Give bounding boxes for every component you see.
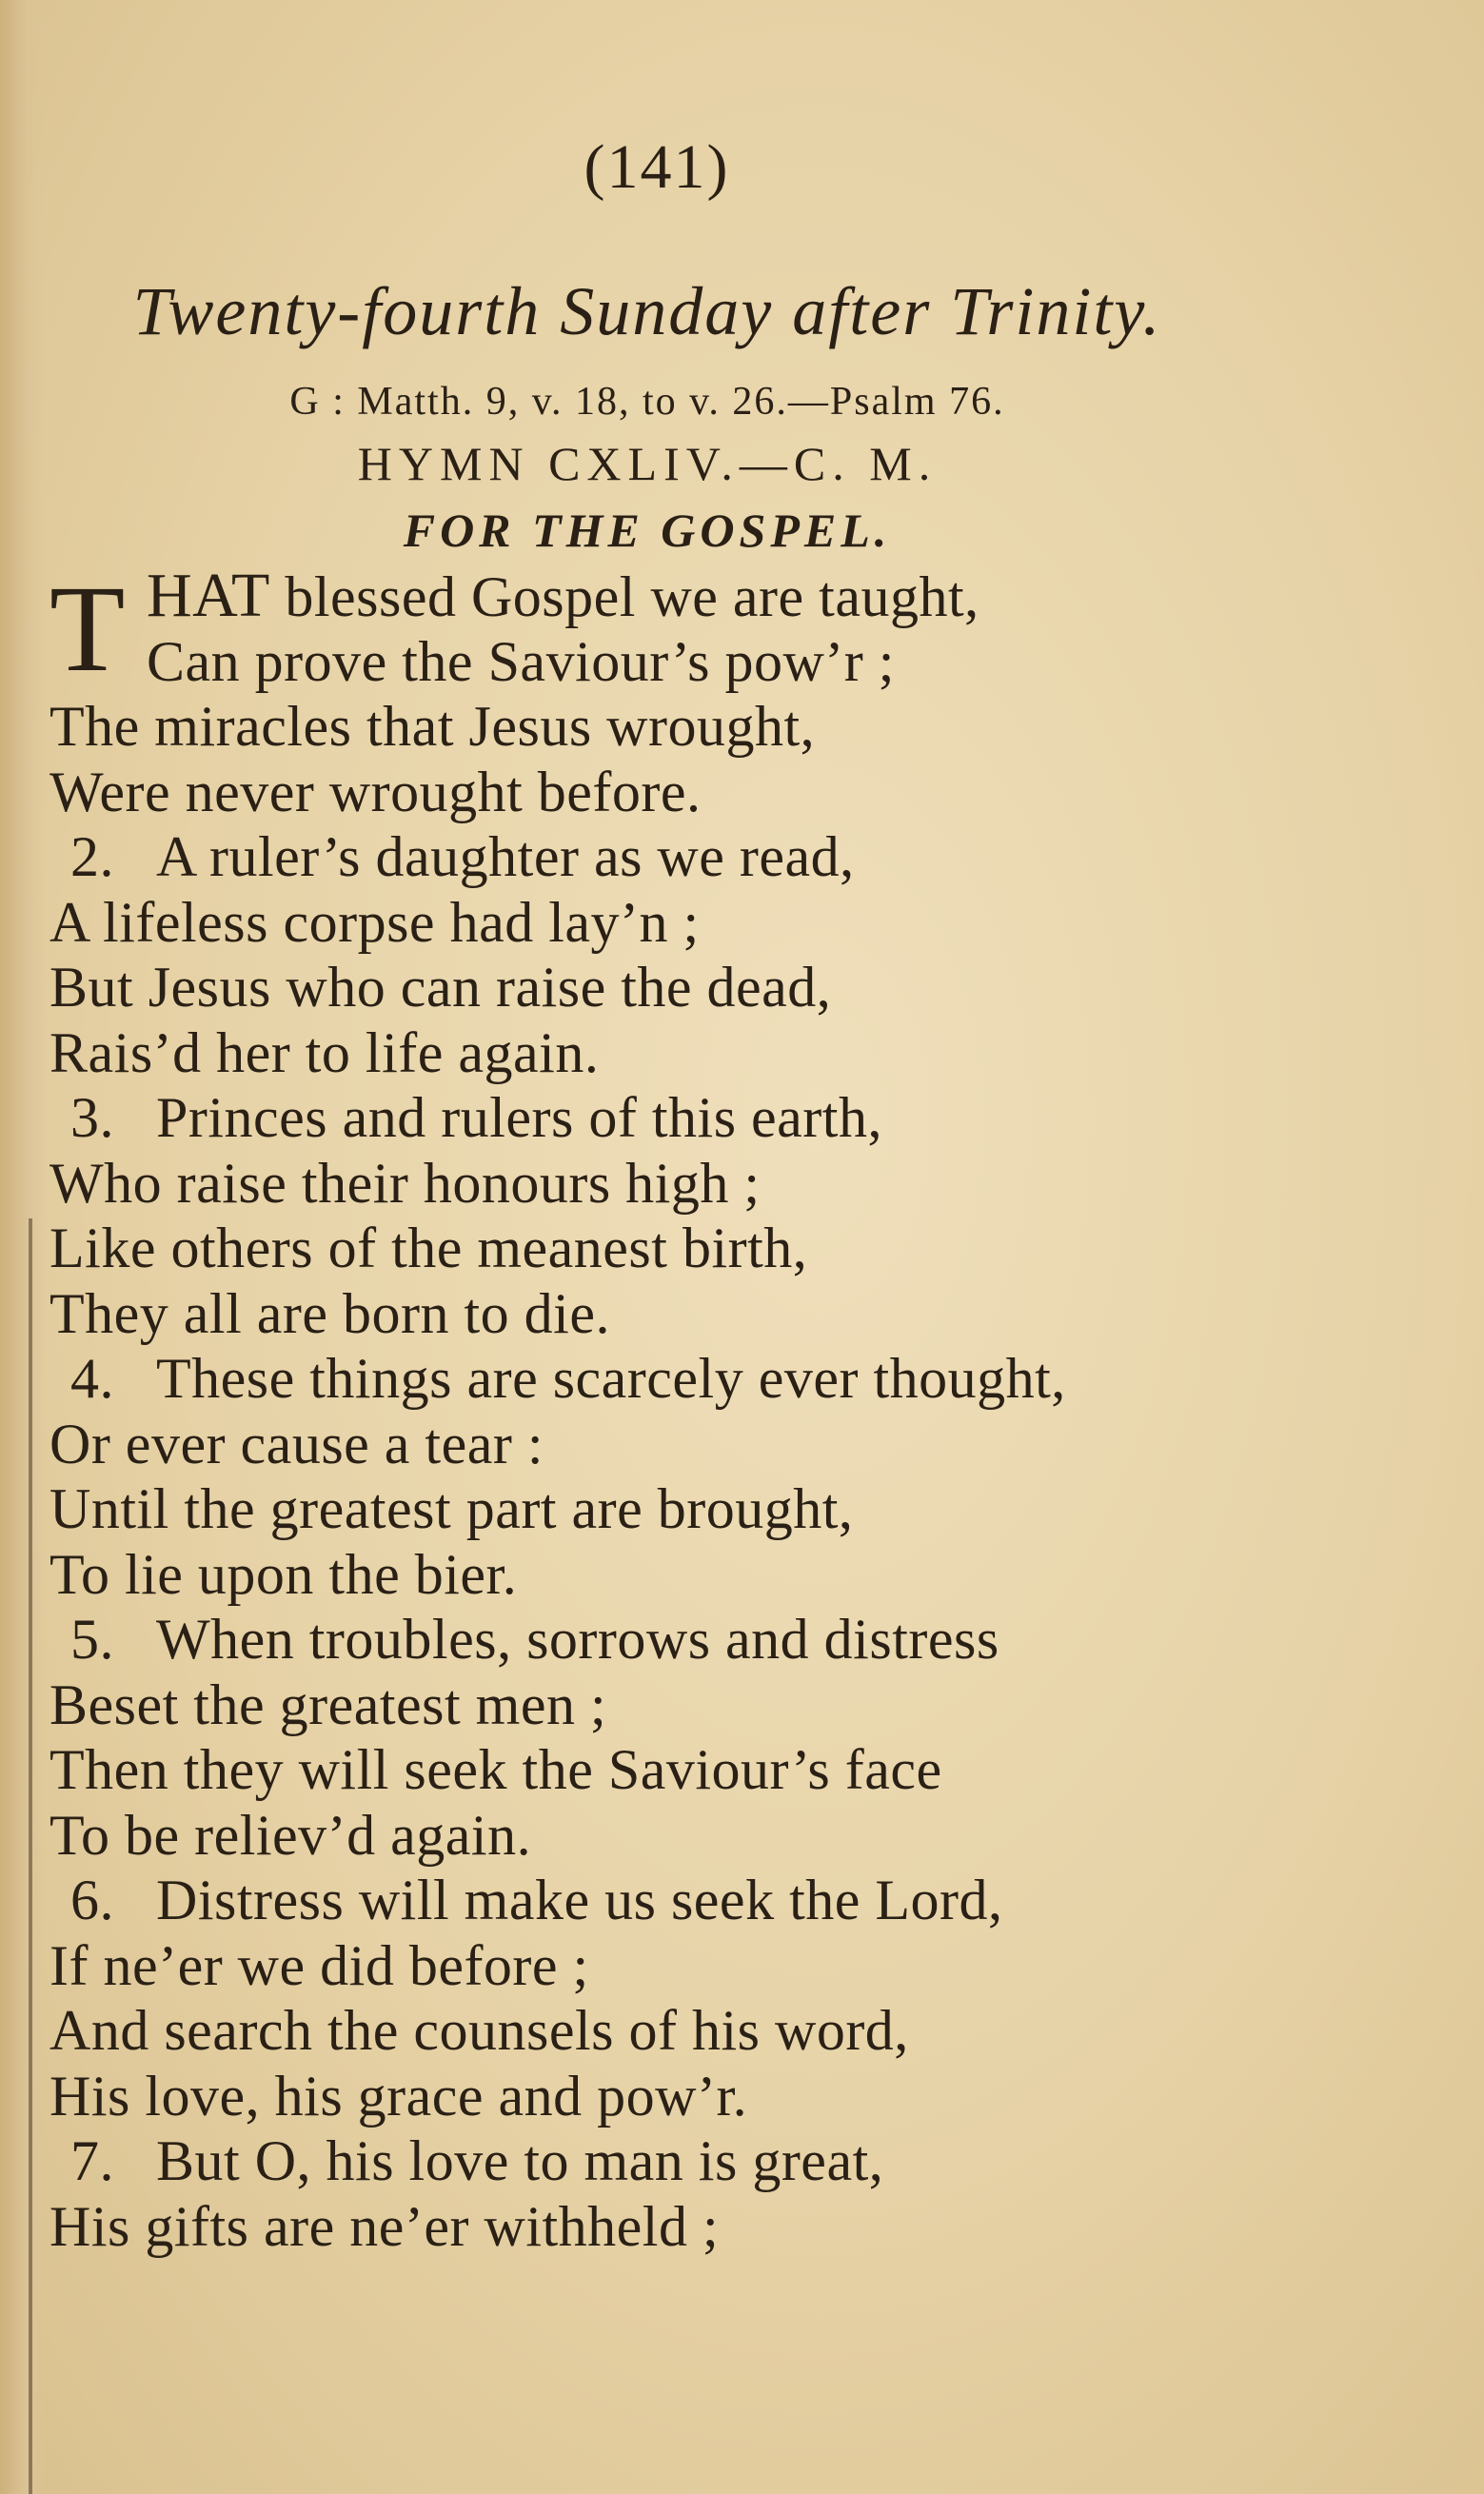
first-word-rest: HAT — [147, 561, 270, 630]
hymn-verses — [49, 561, 1268, 2259]
stanza-number: 7. — [70, 2129, 114, 2192]
verse-line: To be reliev’d again. — [49, 1803, 532, 1867]
verse-line: Can prove the Saviour’s pow’r ; — [147, 629, 895, 693]
hymn-title: HYMN CXLIV.—C. M. — [357, 437, 938, 490]
stanza-number: 4. — [70, 1347, 114, 1410]
page-gutter-edge — [0, 0, 46, 2494]
stanza-first-line — [49, 824, 1268, 890]
verse-line: Or ever cause a tear : — [49, 1412, 544, 1475]
verse-line-text: A ruler’s daughter as we read, — [156, 825, 855, 888]
verse-line: Like others of the meanest birth, — [49, 1217, 808, 1279]
stanza-first-line — [49, 1346, 1268, 1412]
verse-line: Rais’d her to life again. — [49, 1020, 600, 1084]
verse-line: Were never wrought before. — [49, 760, 702, 823]
verse-line: Beset the greatest men ; — [49, 1673, 607, 1736]
verse-line-text: blessed Gospel we are taught, — [285, 565, 979, 628]
verse-line-text: But O, his love to man is great, — [156, 2129, 884, 2192]
stanza-first-line — [49, 2128, 1268, 2194]
verse-line: But Jesus who can raise the dead, — [49, 956, 832, 1019]
verse-line: His love, his grace and pow’r. — [49, 2064, 748, 2128]
verse-line: Until the greatest part are brought, — [49, 1477, 854, 1540]
verse-line: And search the counsels of his word, — [49, 1999, 909, 2062]
verse-line: Who raise their honours high ; — [49, 1151, 761, 1215]
stanza-number: 5. — [70, 1608, 114, 1671]
stanza-number: 2. — [70, 825, 114, 888]
verse-line: If ne’er we did before ; — [49, 1933, 589, 1997]
verse-line: A lifeless corpse had lay’n ; — [49, 890, 700, 954]
verse-line: To lie upon the bier. — [49, 1542, 518, 1606]
stanza-number: 3. — [70, 1086, 114, 1149]
verse-line: His gifts are ne’er withheld ; — [49, 2194, 720, 2258]
verse-line-text: Distress will make us seek the Lord, — [156, 1869, 1003, 1931]
page-number: (141) — [584, 132, 730, 202]
sunday-heading: Twenty-fourth Sunday after Trinity. — [132, 273, 1162, 349]
verse-line-text: When troubles, sorrows and distress — [156, 1608, 999, 1671]
page-edge-line — [29, 1218, 32, 2494]
verse-line: They all are born to die. — [49, 1281, 610, 1345]
drop-cap: T — [49, 561, 126, 698]
stanza-first-line — [49, 1607, 1268, 1673]
stanza-first-line — [49, 1868, 1268, 1933]
stanza-first-line — [49, 1085, 1268, 1151]
gospel-reference: G : Matth. 9, v. 18, to v. 26.—Psalm 76. — [289, 380, 1005, 424]
verse-line-text: These things are scarcely ever thought, — [156, 1347, 1066, 1410]
verse-line-text: Princes and rulers of this earth, — [156, 1086, 882, 1149]
hymn-subtitle: FOR THE GOSPEL. — [403, 504, 892, 557]
verse-line: Then they will seek the Saviour’s face — [49, 1738, 942, 1801]
verse-line: The miracles that Jesus wrought, — [49, 695, 816, 758]
stanza-number: 6. — [70, 1869, 114, 1931]
